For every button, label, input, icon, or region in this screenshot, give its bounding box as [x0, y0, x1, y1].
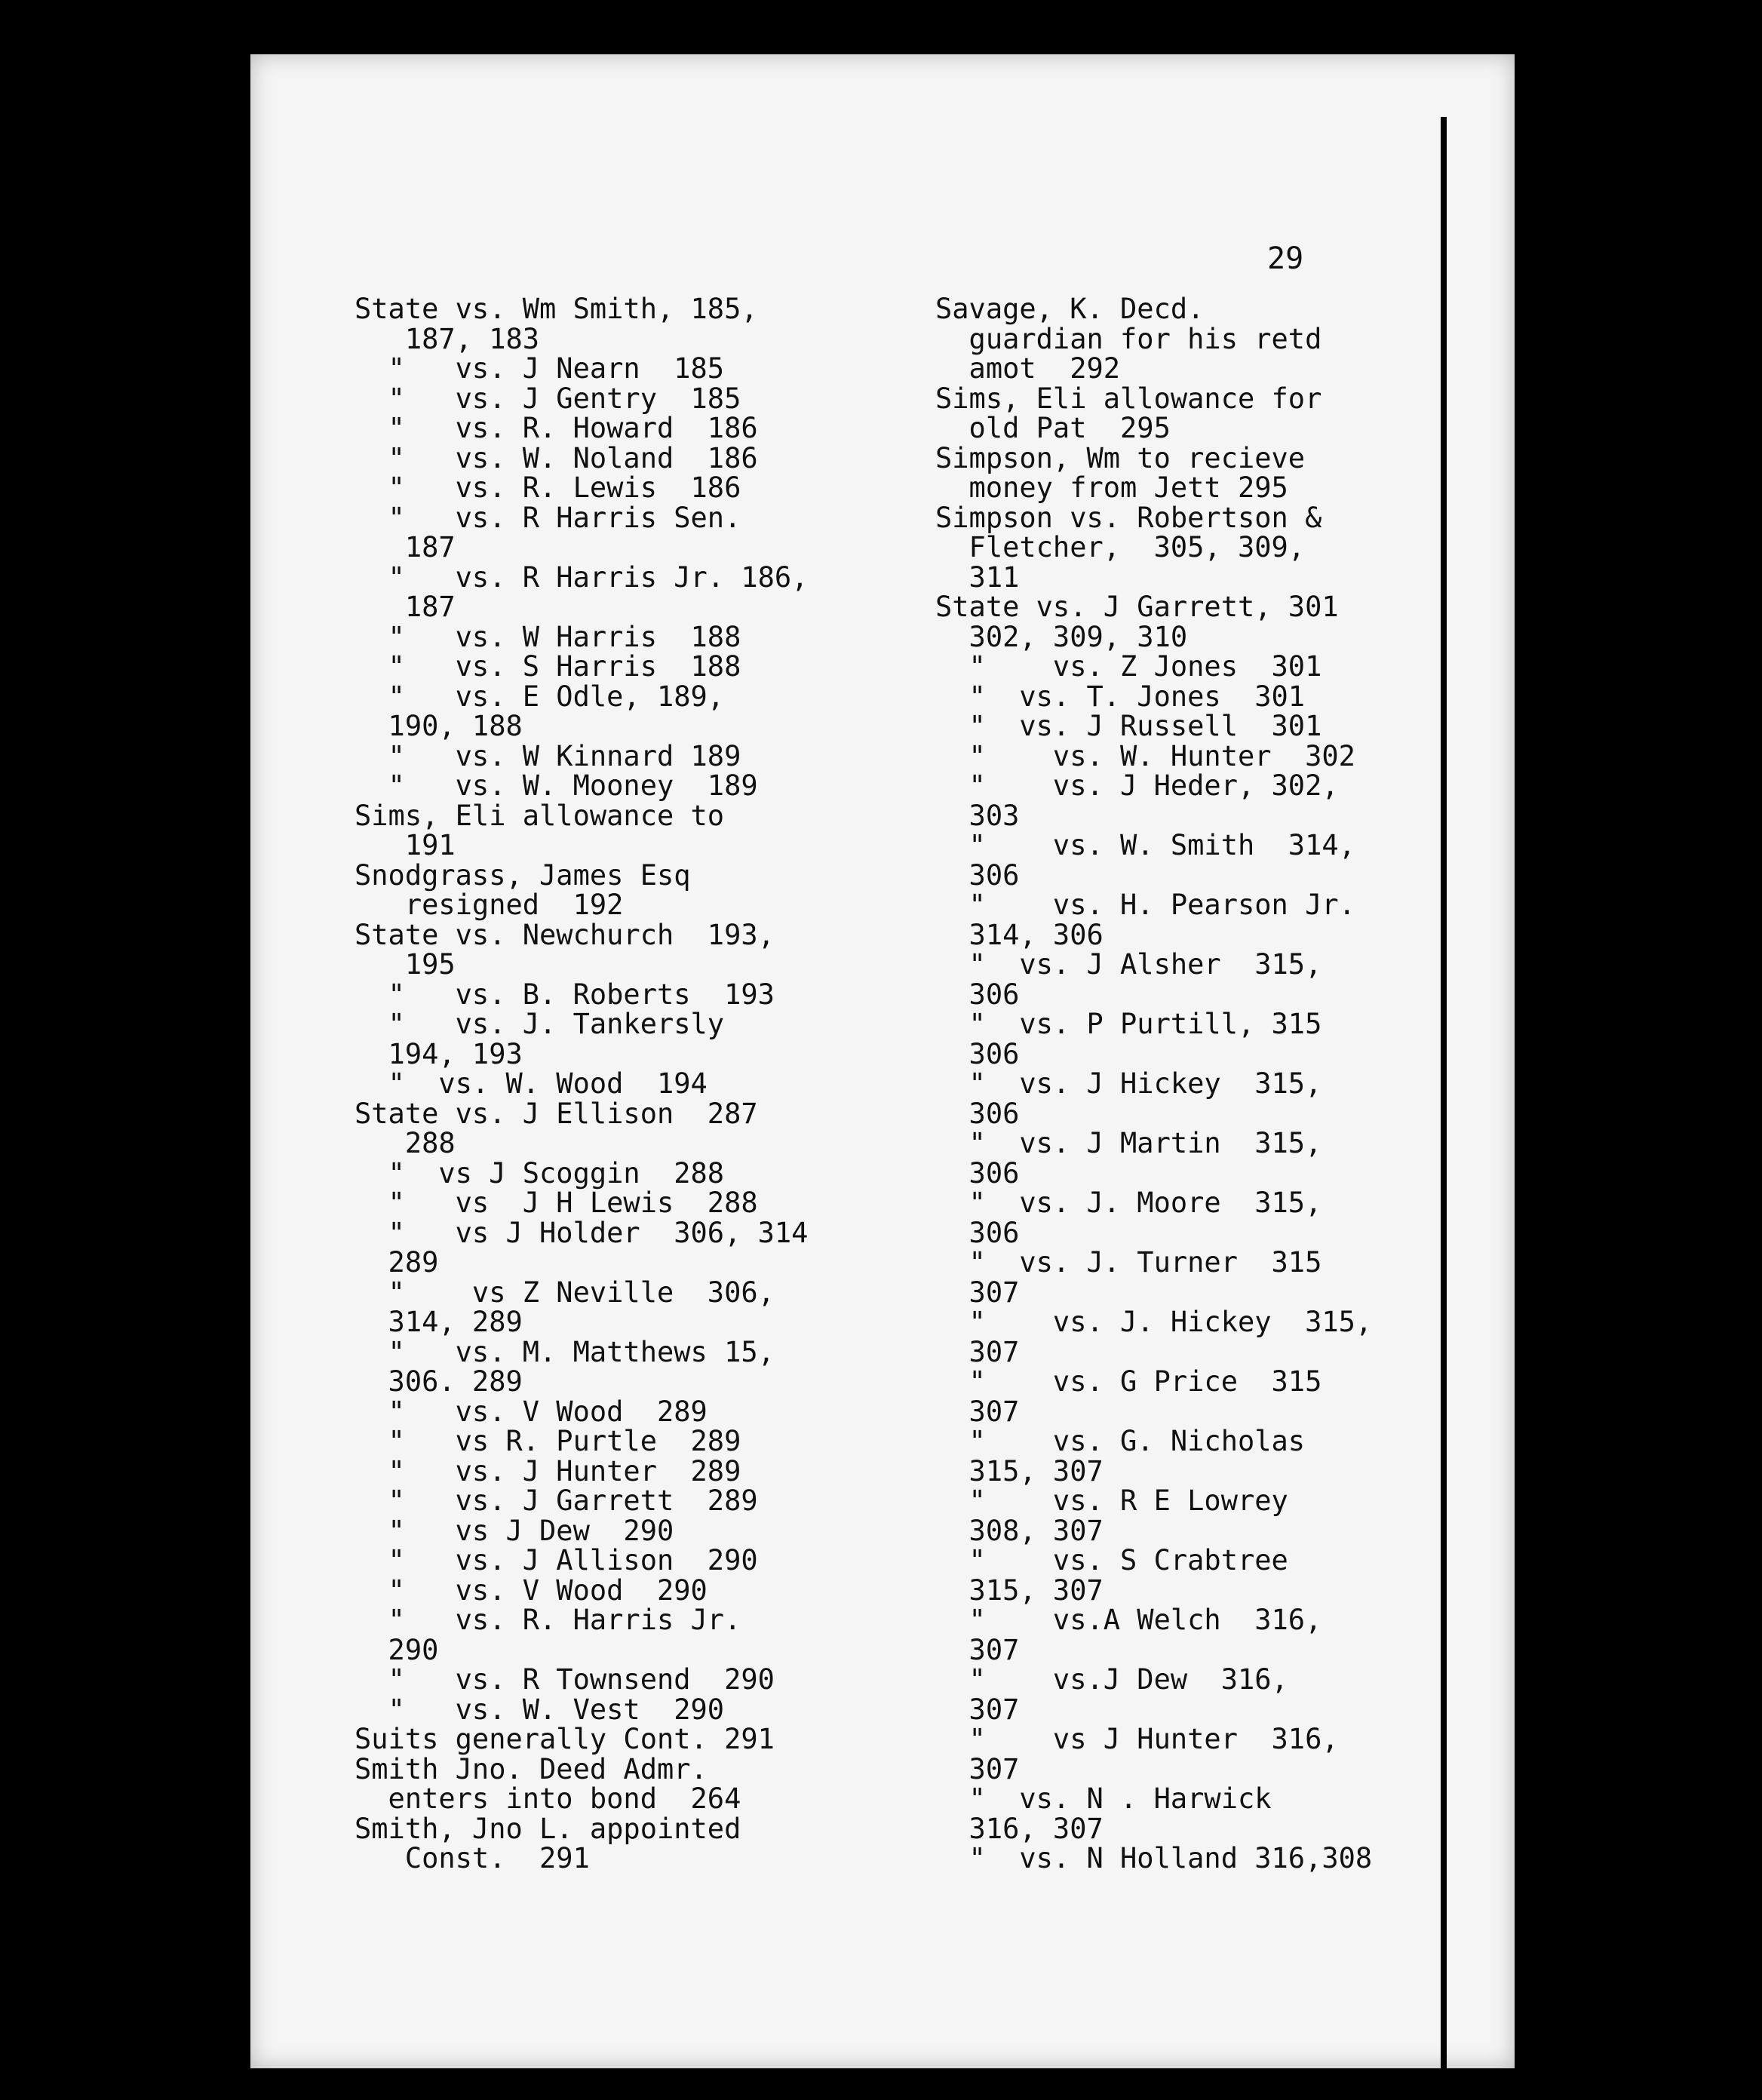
index-line: " vs J Scoggin 288 — [355, 1156, 725, 1190]
index-line: 288 — [355, 1127, 456, 1159]
index-line: Savage, K. Decd. — [935, 293, 1205, 325]
index-line: " vs. P Purtill, 315 — [935, 1008, 1322, 1040]
index-line: " vs.J Dew 316, — [935, 1663, 1288, 1696]
index-line: " vs J Holder 306, 314 — [355, 1216, 809, 1249]
index-line: " vs R. Purtle 289 — [355, 1425, 741, 1457]
index-line: " vs. J Gentry 185 — [355, 382, 741, 415]
index-line: Smith Jno. Deed Admr. — [355, 1752, 708, 1785]
index-line: " vs. V Wood 289 — [355, 1395, 708, 1428]
index-line: 190, 188 — [355, 710, 523, 742]
index-line: 307 — [935, 1395, 1020, 1428]
index-line: Simpson, Wm to recieve — [935, 441, 1306, 474]
index-line: guardian for his retd — [935, 322, 1322, 355]
index-line: " vs. M. Matthews 15, — [355, 1335, 775, 1368]
index-line: 311 — [935, 560, 1020, 594]
index-line: " vs. S Crabtree — [935, 1544, 1288, 1577]
index-line: State vs. J Garrett, 301 — [935, 591, 1339, 623]
index-line: " vs. J Garrett 289 — [355, 1484, 758, 1517]
index-line: 316, 307 — [935, 1812, 1104, 1845]
index-line: old Pat 295 — [935, 412, 1171, 444]
index-line: " vs. W. Wood 194 — [355, 1067, 708, 1100]
index-line: Fletcher, 305, 309, — [935, 531, 1306, 563]
index-line: " vs. W. Mooney 189 — [355, 769, 758, 802]
index-line: " vs. J Heder, 302, — [935, 769, 1339, 802]
index-line: " vs. R. Howard 186 — [355, 412, 758, 444]
index-line: " vs. W. Vest 290 — [355, 1693, 725, 1726]
index-line: 187 — [355, 591, 456, 623]
index-line: Smith, Jno L. appointed — [355, 1812, 741, 1845]
index-line: 306 — [935, 1156, 1020, 1190]
index-line: " vs Z Neville 306, — [355, 1276, 775, 1309]
index-line: " vs. W Kinnard 189 — [355, 739, 741, 772]
index-line: " vs. N . Harwick — [935, 1782, 1272, 1815]
index-line: " vs J Dew 290 — [355, 1514, 674, 1547]
index-line: 307 — [935, 1693, 1020, 1726]
index-line: 314, 289 — [355, 1306, 523, 1338]
index-line: " vs. J Allison 290 — [355, 1544, 758, 1577]
index-line: Snodgrass, James Esq — [355, 858, 691, 892]
index-line: 306 — [935, 1216, 1020, 1249]
index-line: State vs. Wm Smith, 185, — [355, 293, 758, 325]
index-line: " vs. J Hunter 289 — [355, 1454, 741, 1488]
index-line: " vs. J Martin 315, — [935, 1127, 1322, 1159]
index-line: 306 — [935, 858, 1020, 892]
index-line: 187 — [355, 531, 456, 563]
index-line: " vs. R E Lowrey — [935, 1484, 1288, 1517]
index-line: " vs. R Harris Jr. 186, — [355, 560, 809, 594]
index-line: 194, 193 — [355, 1037, 523, 1070]
index-line: 307 — [935, 1752, 1020, 1785]
index-line: " vs. J Hickey 315, — [935, 1067, 1322, 1100]
index-line: " vs. R. Harris Jr. — [355, 1604, 741, 1636]
index-line: " vs. R. Lewis 186 — [355, 471, 741, 504]
index-line: " vs. T. Jones 301 — [935, 680, 1306, 713]
index-line: Suits generally Cont. 291 — [355, 1723, 775, 1755]
index-line: " vs. G. Nicholas — [935, 1425, 1306, 1457]
index-line: " vs. J Nearn 185 — [355, 352, 725, 385]
index-line: " vs. W. Smith 314, — [935, 829, 1355, 861]
index-line: 306 — [935, 978, 1020, 1011]
index-line: " vs. V Wood 290 — [355, 1573, 708, 1607]
index-line: money from Jett 295 — [935, 471, 1288, 504]
index-line: " vs J H Lewis 288 — [355, 1187, 758, 1219]
index-line: amot 292 — [935, 352, 1121, 385]
index-left-column — [355, 294, 808, 1874]
index-line: " vs. W. Hunter 302 — [935, 739, 1355, 772]
page-edge-shadow — [1441, 117, 1447, 2071]
index-line: 315, 307 — [935, 1573, 1104, 1607]
index-line: 290 — [355, 1633, 439, 1666]
index-line: " vs. E Odle, 189, — [355, 680, 725, 713]
index-line: " vs. J Alsher 315, — [935, 948, 1322, 981]
index-line: 306 — [935, 1097, 1020, 1130]
index-line: Sims, Eli allowance to — [355, 799, 725, 832]
index-line: " vs. W. Noland 186 — [355, 441, 758, 474]
index-line: 289 — [355, 1246, 439, 1279]
index-line: 314, 306 — [935, 918, 1104, 951]
index-line: 191 — [355, 829, 456, 861]
index-line: " vs J Hunter 316, — [935, 1723, 1339, 1755]
index-line: 307 — [935, 1633, 1020, 1666]
index-right-column — [935, 294, 1372, 1874]
index-line: resigned 192 — [355, 889, 624, 921]
index-line: 308, 307 — [935, 1514, 1104, 1547]
index-line: 195 — [355, 948, 456, 981]
index-line: " vs. B. Roberts 193 — [355, 978, 775, 1011]
index-line: " vs. H. Pearson Jr. — [935, 889, 1355, 921]
page-number: 29 — [1267, 241, 1304, 276]
index-line: 302, 309, 310 — [935, 620, 1188, 653]
index-line: Simpson vs. Robertson & — [935, 501, 1322, 534]
index-line: 306. 289 — [355, 1365, 523, 1398]
index-line: Const. 291 — [355, 1842, 590, 1874]
index-line: 315, 307 — [935, 1454, 1104, 1488]
index-line: " vs. W Harris 188 — [355, 620, 741, 653]
index-line: " vs.A Welch 316, — [935, 1604, 1322, 1636]
index-line: " vs. R Townsend 290 — [355, 1663, 775, 1696]
index-line: State vs. J Ellison 287 — [355, 1097, 758, 1130]
index-line: " vs. J. Turner 315 — [935, 1246, 1322, 1279]
index-line: " vs. Z Jones 301 — [935, 650, 1322, 683]
index-line: 303 — [935, 799, 1020, 832]
index-line: " vs. S Harris 188 — [355, 650, 741, 683]
index-line: " vs. J. Tankersly — [355, 1008, 725, 1040]
index-line: " vs. R Harris Sen. — [355, 501, 741, 534]
index-line: " vs. J. Hickey 315, — [935, 1306, 1373, 1338]
index-line: 307 — [935, 1335, 1020, 1368]
index-line: State vs. Newchurch 193, — [355, 918, 775, 951]
index-line: " vs. J Russell 301 — [935, 710, 1322, 742]
index-line: " vs. G Price 315 — [935, 1365, 1322, 1398]
index-line: 307 — [935, 1276, 1020, 1309]
index-line: " vs. J. Moore 315, — [935, 1187, 1322, 1219]
index-line: enters into bond 264 — [355, 1782, 741, 1815]
index-line: 306 — [935, 1037, 1020, 1070]
index-line: " vs. N Holland 316,308 — [935, 1842, 1373, 1874]
index-line: Sims, Eli allowance for — [935, 382, 1322, 415]
index-line: 187, 183 — [355, 322, 540, 355]
